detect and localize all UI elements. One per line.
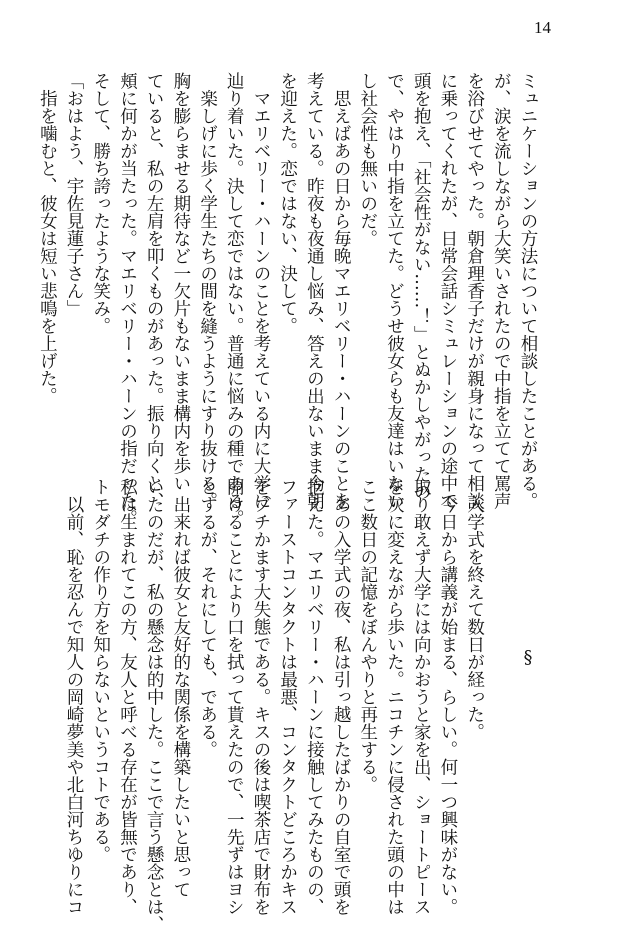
text-line: 頭を抱え、「社会性がない……！」とぬかしやがったの bbox=[411, 72, 432, 501]
text-line: ファーストコンタクトは最悪、コンタクトどころかキス bbox=[277, 478, 298, 916]
text-line: をブチかます大失態である。キスの後は喫茶店で財布を bbox=[250, 478, 271, 916]
text-line: そして、勝ち誇ったような笑み。 bbox=[90, 72, 111, 335]
text-line: を迎えた。恋ではない、決して。 bbox=[277, 72, 298, 335]
text-line: 取り敢えず大学には向かおうと家を出、ショートピース bbox=[411, 478, 432, 916]
text-line: 胸を膨らませる期待など一欠片もないまま構内を歩い bbox=[170, 72, 191, 492]
text-line: 指を噛むと、彼女は短い悲鳴を上げた。 bbox=[37, 72, 58, 405]
text-line: を浴びせてやった。朝倉理香子だけが親身になって相談 bbox=[464, 72, 485, 510]
text-line: で、やはり中指を立てた。どうせ彼女らも友達はいない bbox=[384, 72, 405, 510]
text-line: 思えばあの日から毎晩マエリベリー・ハーンのことを bbox=[331, 72, 352, 510]
text-line: が、涙を流しながら大笑いされたので中指を立てて罵声 bbox=[491, 72, 512, 510]
text-line: 考えている。昨夜も夜通し悩み、答えの出ないまま今朝 bbox=[304, 72, 325, 510]
page-number: 14 bbox=[534, 18, 551, 37]
text-line: マエリベリー・ハーンのことを考えている内に大学に bbox=[250, 72, 271, 510]
text-line: いたのだが、私の懸念は的中した。ここで言う懸念とは、 bbox=[144, 478, 165, 933]
text-line: 以前、恥を忍んで知人の岡崎夢美や北白河ちゆりにコ bbox=[64, 478, 85, 916]
lower-text-block bbox=[64, 478, 541, 933]
text-line: 開けることにより口を拭って貰えたので、一先ずはヨシ bbox=[224, 478, 245, 916]
upper-text-block bbox=[37, 72, 541, 527]
text-line: に乗ってくれたが、日常会話シミュレーションの途中で bbox=[437, 72, 458, 510]
text-line: 辿り着いた。決して恋ではない。普通に悩みの種である。 bbox=[224, 72, 245, 527]
text-line: 私は生まれてこの方、友人と呼べる存在が皆無であり、 bbox=[117, 478, 138, 916]
text-line: あの入学式の夜、私は引っ越したばかりの自室で頭を bbox=[331, 478, 352, 916]
text-line: 頬に何かが当たった。マエリベリー・ハーンの指だった。 bbox=[117, 72, 138, 527]
section-mark: § bbox=[518, 648, 538, 668]
text-line: 入学式を終えて数日が経った。 bbox=[464, 478, 485, 741]
text-line: し社会性も無いのだ。 bbox=[357, 72, 378, 247]
text-line: を灰に変えながら歩いた。ニコチンに侵された頭の中は bbox=[384, 478, 405, 916]
blank-line bbox=[488, 478, 515, 883]
text-line: 楽しげに歩く学生たちの間を縫うようにすり抜ける。 bbox=[197, 72, 218, 510]
text-line: トモダチの作り方を知らないというコトである。 bbox=[90, 478, 111, 863]
text-line: 「おはよう、宇佐見蓮子さん」 bbox=[64, 72, 85, 317]
text-line: 出来れば彼女と友好的な関係を構築したいと思って bbox=[170, 478, 191, 898]
text-line: 今日から講義が始まる、らしい。何一つ興味がない。 bbox=[437, 478, 458, 916]
text-line: とするが、それにしても、である。 bbox=[197, 478, 218, 758]
text-line: ていると、私の左肩を叩くものがあった。振り向くと、 bbox=[144, 72, 165, 510]
text-line: ミュニケーションの方法について相談したことがある。 bbox=[518, 72, 538, 510]
text-line: 抱えた。マエリベリー・ハーンに接触してみたものの、 bbox=[304, 478, 325, 916]
text-line: ここ数日の記憶をぼんやりと再生する。 bbox=[357, 478, 378, 793]
